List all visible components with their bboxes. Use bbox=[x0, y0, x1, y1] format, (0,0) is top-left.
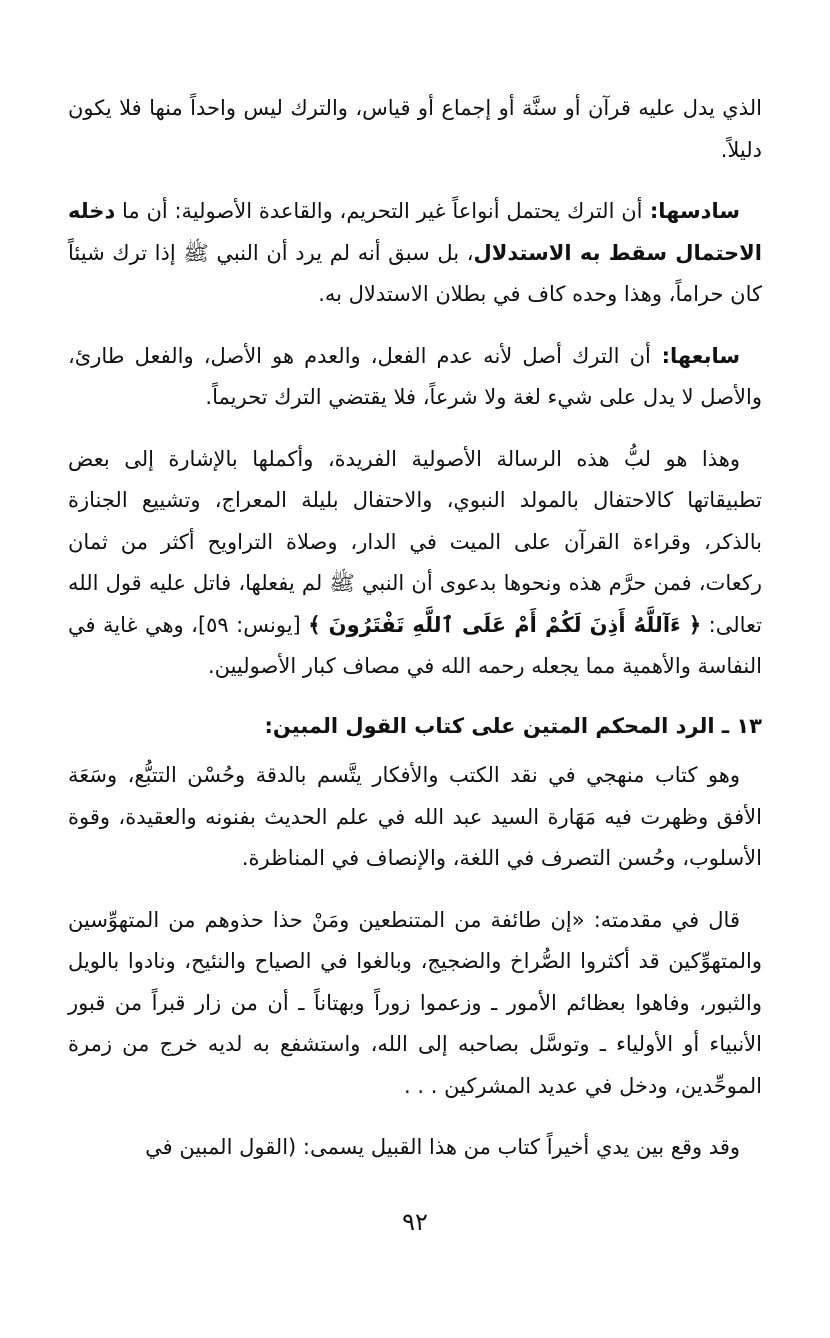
paragraph-text: أن الترك أصل لأنه عدم الفعل، والعدم هو الأصل، والفعل طارئ، والأصل لا يدل على شيء لغة ولا شرعاً، فلا يقتضي الترك تحريماً. bbox=[68, 343, 762, 409]
section-heading: ١٣ ـ الرد المحكم المتين على كتاب القول المبين: bbox=[264, 713, 762, 738]
paragraph-text: [يونس: ٥٩]، وهي غاية في النفاسة والأهمية مما يجعله رحمه الله في مصاف كبار الأصوليين. bbox=[68, 612, 762, 678]
paragraph-sixth bbox=[68, 191, 762, 316]
quran-verse: ﴿ ءَآللَّهُ أَذِنَ لَكُمْ أَمْ عَلَى ٱللَّهِ تَفْتَرُونَ ﴾ bbox=[308, 612, 702, 637]
paragraph-seventh bbox=[68, 336, 762, 419]
paragraph-continuation: الذي يدل عليه قرآن أو سنَّة أو إجماع أو قياس، والترك ليس واحداً منها فلا يكون دليلاً. bbox=[68, 96, 762, 162]
emphasized-rule: دخله الاحتمال سقط به الاستدلال bbox=[68, 199, 762, 265]
paragraph-lead: سادسها: bbox=[642, 199, 740, 223]
paragraph-text: أن الترك يحتمل أنواعاً غير التحريم، والقاعدة الأصولية: أن ما bbox=[115, 199, 643, 223]
paragraph-text: ، بل سبق أنه لم يرد أن النبي ﷺ إذا ترك شيئاً كان حراماً، وهذا وحده كاف في بطلان الاستدلال به. bbox=[68, 240, 762, 306]
page-number: ٩٢ bbox=[402, 1208, 428, 1236]
paragraph-lead: سابعها: bbox=[650, 343, 740, 368]
page-body bbox=[68, 88, 762, 1169]
paragraph-book-description: وهو كتاب منهجي في نقد الكتب والأفكار يتَّسم بالدقة وحُسْن التتبُّع، وسَعَة الأفق وظهرت فيه مَهَارة السيد عبد الله في علم الحديث بفنونه والعقيدة، وقوة الأسلوب، وحُسن التصرف في اللغة، والإنصاف في المناظرة. bbox=[68, 763, 762, 870]
paragraph-final: وقد وقع بين يدي أخيراً كتاب من هذا القبيل يسمى: (القول المبين في bbox=[145, 1135, 740, 1159]
paragraph-summary bbox=[68, 439, 762, 688]
paragraph-quotation: قال في مقدمته: «إن طائفة من المتنطعين ومَنْ حذا حذوهم من المتهوِّسين والمتهوِّكين قد أكثروا الصُّراخ والضجيج، وبالغوا في الصياح والنئيح، ونادوا بالويل والثبور، وفاهوا بعظائم الأمور ـ وزعموا زوراً وبهتاناً ـ أن من زار قبراً من قبور الأنبياء أو الأولياء ـ وتوسَّل بصاحبه إلى الله، واستشفع به لديه خرج من زمرة الموحِّدين، ودخل في عديد المشركين . . . bbox=[68, 907, 762, 1098]
paragraph-text: وهذا هو لبُّ هذه الرسالة الأصولية الفريدة، وأكملها بالإشارة إلى بعض تطبيقاتها كالاحتفال بالمولد النبوي، والاحتفال بليلة المعراج، وتشييع الجنازة بالذكر، وقراءة القرآن على الميت في الدار، وصلاة التراويح أكثر من ثمان ركعات، فمن حرَّم هذه ونحوها بدعوى أن النبي ﷺ لم يفعلها، فاتل عليه قول الله تعالى: bbox=[68, 446, 762, 637]
